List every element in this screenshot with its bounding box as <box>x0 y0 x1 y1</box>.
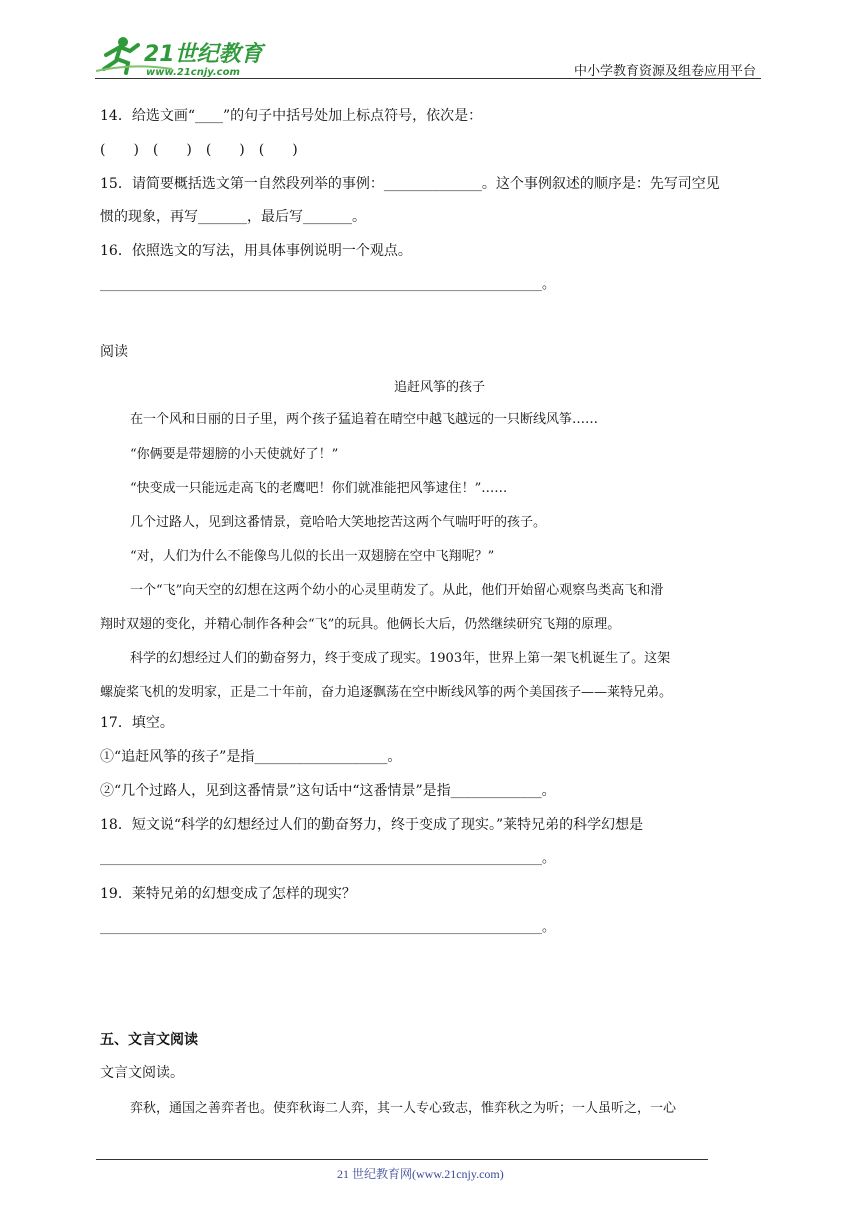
header-divider <box>95 78 761 79</box>
footer-text: 21 世纪教育网(www.21cnjy.com) <box>337 1167 504 1181</box>
question-18: 18．短文说“科学的幻想经过人们的勤奋努力，终于变成了现实。”莱特兄弟的科学幻想是 <box>100 817 644 833</box>
passage-paragraph: 螺旋桨飞机的发明家，正是二十年前，奋力追逐飘荡在空中断线风筝的两个美国孩子——莱特兄弟。 <box>100 685 673 700</box>
question-17: 17．填空。 <box>100 715 174 731</box>
footer-divider <box>96 1159 708 1160</box>
passage-paragraph: 科学的幻想经过人们的勤奋努力，终于变成了现实。1903年，世界上第一架飞机诞生了。这架 <box>130 651 671 666</box>
passage-title: 追赶风筝的孩子 <box>394 380 486 395</box>
runner-logo-icon <box>92 33 267 79</box>
logo-url-text: www.21cnjy.com <box>146 67 240 78</box>
question-14: 14．给选文画“____”的句子中括号处加上标点符号，依次是： <box>100 108 483 124</box>
question-15-line-2: 惯的现象，再写_______，最后写_______。 <box>100 209 366 225</box>
question-18-answer-line: ____________________________________________________________________。 <box>100 851 555 866</box>
question-17-item-2: ②“几个过路人，见到这番情景”这句话中“这番情景”是指_____________。 <box>100 783 556 799</box>
reading-label: 阅读 <box>100 344 128 360</box>
question-15-line-1: 15．请简要概括选文第一自然段列举的事例：______________。这个事例叙述的顺序是：先写司空见 <box>100 176 720 192</box>
classical-text: 弈秋，通国之善弈者也。使弈秋诲二人弈，其一人专心致志，惟弈秋之为听；一人虽听之，一心 <box>130 1101 677 1116</box>
question-16-answer-line: ____________________________________________________________________。 <box>100 277 555 292</box>
logo-main-text: 21世纪教育 <box>144 42 263 67</box>
logo <box>92 33 267 79</box>
passage-paragraph: 翔时双翅的变化，并精心制作各种会“飞”的玩具。他俩长大后，仍然继续研究飞翔的原理。 <box>100 617 621 632</box>
question-19-answer-line: ____________________________________________________________________。 <box>100 920 555 935</box>
passage-paragraph: “对，人们为什么不能像鸟儿似的长出一双翅膀在空中飞翔呢？” <box>130 549 495 564</box>
passage-paragraph: “你俩要是带翅膀的小天使就好了！” <box>130 447 339 462</box>
section-intro: 文言文阅读。 <box>100 1065 184 1081</box>
question-19: 19．莱特兄弟的幻想变成了怎样的现实？ <box>100 886 356 902</box>
passage-paragraph: 几个过路人，见到这番情景，竟哈哈大笑地挖苦这两个气喘吁吁的孩子。 <box>130 515 547 530</box>
question-16: 16．依照选文的写法，用具体事例说明一个观点。 <box>100 243 412 259</box>
passage-paragraph: 在一个风和日丽的日子里，两个孩子猛追着在晴空中越飞越远的一只断线风筝…… <box>130 412 599 427</box>
question-17-item-1: ①“追赶风筝的孩子”是指___________________。 <box>100 749 402 765</box>
question-14-blanks: ( ) ( ) ( ) ( ) <box>100 142 298 158</box>
passage-paragraph: “快变成一只能远走高飞的老鹰吧！你们就准能把风筝逮住！”…… <box>130 481 508 496</box>
platform-name: 中小学教育资源及组卷应用平台 <box>574 63 757 78</box>
section-heading: 五、文言文阅读 <box>100 1032 198 1048</box>
passage-paragraph: 一个“飞”向天空的幻想在这两个幼小的心灵里萌发了。从此，他们开始留心观察鸟类高飞和滑 <box>130 583 664 598</box>
